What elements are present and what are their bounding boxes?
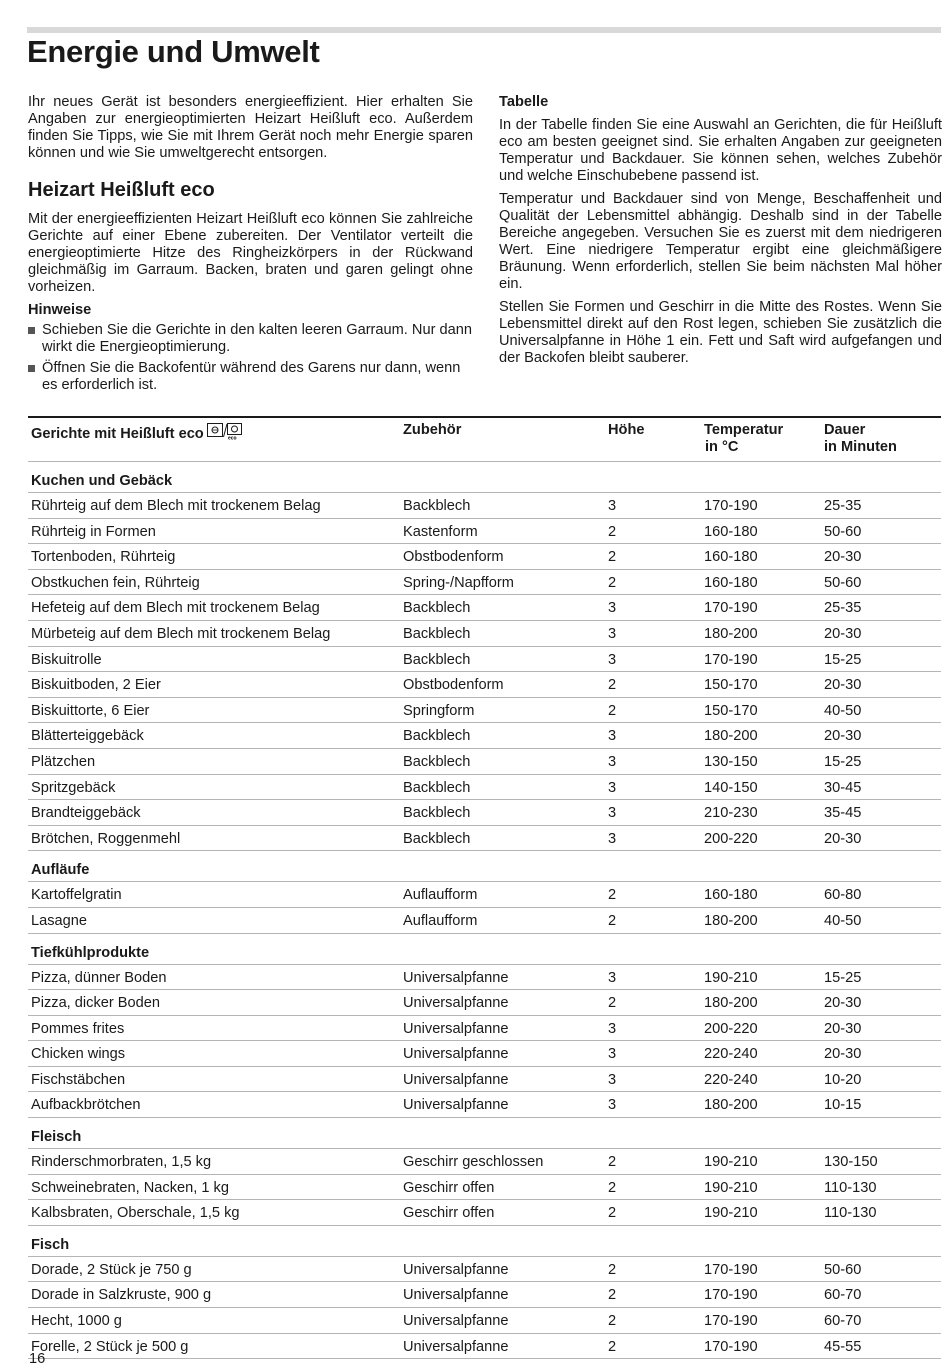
- cell-duration: 40-50: [824, 702, 862, 719]
- cell-duration: 30-45: [824, 779, 862, 796]
- table-row: [28, 493, 941, 519]
- square-bullet-icon: [28, 327, 35, 334]
- cell-level: 3: [608, 753, 617, 770]
- table-row: [28, 519, 941, 545]
- cell-level: 2: [608, 1338, 617, 1355]
- cell-dish: Lasagne: [31, 912, 87, 929]
- table-row: [28, 882, 941, 908]
- note-item: [28, 322, 473, 356]
- table-group-heading: [28, 462, 941, 493]
- cell-level: 3: [608, 625, 617, 642]
- note-text: Schieben Sie die Gerichte in den kalten leeren Garraum. Nur dann wirkt die Energieoptimierung.: [42, 322, 472, 355]
- cell-accessory: Backblech: [403, 498, 471, 514]
- top-rule: [27, 27, 941, 33]
- cell-duration: 20-30: [824, 995, 862, 1012]
- cell-accessory: Universalpfanne: [403, 995, 509, 1012]
- table-row: [28, 544, 941, 570]
- cell-accessory: Backblech: [403, 728, 471, 745]
- cell-dish: Forelle, 2 Stück je 500 g: [31, 1338, 189, 1355]
- cell-dish: Aufbackbrötchen: [31, 1097, 141, 1114]
- table-row: [28, 1092, 941, 1118]
- page-title: Energie und Umwelt: [27, 34, 320, 69]
- table-row: [28, 672, 941, 698]
- cell-accessory: Kastenform: [403, 523, 478, 540]
- cell-level: 3: [608, 830, 617, 847]
- cell-dish: Pizza, dünner Boden: [31, 969, 167, 986]
- cell-accessory: Universalpfanne: [403, 969, 509, 986]
- cell-accessory: Obstbodenform: [403, 677, 504, 694]
- cell-accessory: Universalpfanne: [403, 1261, 509, 1278]
- group-label: Tiefkühlprodukte: [31, 944, 150, 961]
- cell-level: 3: [608, 600, 617, 617]
- cell-dish: Kalbsbraten, Oberschale, 1,5 kg: [31, 1205, 240, 1222]
- table-row: [28, 1016, 941, 1042]
- notes-list: [28, 322, 473, 394]
- table-group-heading: [28, 934, 941, 965]
- eco-icon-label: eco: [227, 435, 237, 440]
- cell-duration: 15-25: [824, 753, 862, 770]
- table-row: [28, 908, 941, 934]
- page-number: 16: [29, 1351, 46, 1367]
- table-row: [28, 965, 941, 991]
- right-paragraph: Temperatur und Backdauer sind von Menge, Beschaffenheit und Qualität der Lebensmittel abhängig. Deshalb sind in der Tabelle Bereiche angegeben. Versuchen Sie es zuerst mit dem niedrigeren Wert. Eine niedrigere Temperatur ergibt eine gleichmäßigere Bräunung. Wenn erforderlich, stellen Sie beim nächsten Mal höher ein.: [499, 191, 942, 292]
- cell-accessory: Universalpfanne: [403, 1287, 509, 1304]
- cell-duration: 20-30: [824, 830, 862, 847]
- cell-accessory: Backblech: [403, 830, 471, 847]
- cell-accessory: Geschirr geschlossen: [403, 1154, 544, 1171]
- cell-accessory: Backblech: [403, 600, 471, 617]
- cell-dish: Dorade, 2 Stück je 750 g: [31, 1261, 192, 1278]
- cell-accessory: Geschirr offen: [403, 1205, 495, 1222]
- header-level: Höhe: [608, 422, 645, 438]
- cell-temperature: 160-180: [704, 523, 758, 540]
- cell-duration: 60-70: [824, 1313, 862, 1330]
- cell-temperature: 170-190: [704, 1313, 758, 1330]
- cell-dish: Rinderschmorbraten, 1,5 kg: [31, 1154, 212, 1171]
- header-duration: [824, 422, 897, 456]
- right-column: [499, 94, 942, 373]
- cooking-table: [28, 416, 941, 1359]
- cell-temperature: 160-180: [704, 574, 758, 591]
- table-row: [28, 647, 941, 673]
- cell-temperature: 190-210: [704, 1154, 758, 1171]
- cell-duration: 20-30: [824, 728, 862, 745]
- cell-level: 2: [608, 1261, 617, 1278]
- cell-duration: 15-25: [824, 969, 862, 986]
- table-row: [28, 775, 941, 801]
- cell-duration: 130-150: [824, 1154, 878, 1171]
- cell-accessory: Universalpfanne: [403, 1071, 509, 1088]
- cell-dish: Brötchen, Roggenmehl: [31, 830, 181, 847]
- cell-level: 2: [608, 1287, 617, 1304]
- cell-temperature: 160-180: [704, 887, 758, 904]
- cell-temperature: 130-150: [704, 753, 758, 770]
- cell-accessory: Backblech: [403, 805, 471, 822]
- cell-level: 3: [608, 1046, 617, 1063]
- cell-dish: Fischstäbchen: [31, 1071, 126, 1088]
- cell-dish: Kartoffelgratin: [31, 887, 122, 904]
- cell-temperature: 150-170: [704, 677, 758, 694]
- cell-level: 2: [608, 574, 617, 591]
- cell-level: 3: [608, 779, 617, 796]
- right-paragraph: Stellen Sie Formen und Geschirr in die Mitte des Rostes. Wenn Sie Lebensmittel direkt auf den Rost legen, schieben Sie zusätzlich die Universalpfanne in Höhe 1 ein. Fett und Saft wird aufgefangen und der Backofen bleibt sauberer.: [499, 299, 942, 366]
- cell-temperature: 220-240: [704, 1046, 758, 1063]
- cell-dish: Hefeteig auf dem Blech mit trockenem Belag: [31, 600, 320, 617]
- table-row: [28, 1334, 941, 1360]
- cell-duration: 110-130: [824, 1179, 877, 1196]
- table-row: [28, 990, 941, 1016]
- cell-accessory: Backblech: [403, 753, 471, 770]
- cell-dish: Plätzchen: [31, 753, 96, 770]
- cell-duration: 10-20: [824, 1071, 862, 1088]
- table-row: [28, 621, 941, 647]
- table-row: [28, 800, 941, 826]
- cell-duration: 15-25: [824, 651, 862, 668]
- table-row: [28, 1149, 941, 1175]
- cell-duration: 50-60: [824, 523, 862, 540]
- table-row: [28, 1308, 941, 1334]
- cell-level: 3: [608, 651, 617, 668]
- cell-level: 2: [608, 1313, 617, 1330]
- table-section-heading: Tabelle: [499, 94, 549, 110]
- cell-level: 3: [608, 969, 617, 986]
- cell-temperature: 190-210: [704, 1179, 758, 1196]
- table-row: [28, 570, 941, 596]
- table-group-heading: [28, 851, 941, 882]
- cell-level: 3: [608, 1097, 617, 1114]
- cell-level: 2: [608, 995, 617, 1012]
- cell-accessory: Springform: [403, 702, 475, 719]
- cell-dish: Schweinebraten, Nacken, 1 kg: [31, 1179, 229, 1196]
- cell-dish: Hecht, 1000 g: [31, 1313, 122, 1330]
- table-group-heading: [28, 1118, 941, 1149]
- cell-duration: 60-70: [824, 1287, 862, 1304]
- cell-temperature: 170-190: [704, 600, 758, 617]
- table-row: [28, 1175, 941, 1201]
- table-row: [28, 723, 941, 749]
- cell-temperature: 210-230: [704, 805, 758, 822]
- table-row: [28, 1282, 941, 1308]
- cell-level: 2: [608, 1154, 617, 1171]
- header-duration-line1: Dauer: [824, 422, 866, 438]
- cell-duration: 60-80: [824, 887, 862, 904]
- cell-temperature: 170-190: [704, 651, 758, 668]
- cell-accessory: Universalpfanne: [403, 1046, 509, 1063]
- cell-dish: Pommes frites: [31, 1020, 125, 1037]
- header-temperature-line1: Temperatur: [704, 422, 784, 438]
- cell-dish: Tortenboden, Rührteig: [31, 549, 176, 566]
- cell-accessory: Auflaufform: [403, 912, 478, 929]
- cell-dish: Blätterteiggebäck: [31, 728, 144, 745]
- cell-accessory: Backblech: [403, 779, 471, 796]
- cell-temperature: 200-220: [704, 1020, 758, 1037]
- group-label: Fisch: [31, 1236, 70, 1253]
- cell-temperature: 170-190: [704, 1287, 758, 1304]
- cell-duration: 20-30: [824, 677, 862, 694]
- cell-accessory: Auflaufform: [403, 887, 478, 904]
- cell-level: 2: [608, 1179, 617, 1196]
- table-group-heading: [28, 1226, 941, 1257]
- cell-temperature: 170-190: [704, 1338, 758, 1355]
- table-body: [28, 462, 941, 1359]
- header-accessory: Zubehör: [403, 422, 462, 438]
- cell-level: 2: [608, 1205, 617, 1222]
- cell-duration: 35-45: [824, 805, 862, 822]
- cell-temperature: 180-200: [704, 912, 758, 929]
- table-row: [28, 1041, 941, 1067]
- cell-dish: Biskuittorte, 6 Eier: [31, 702, 150, 719]
- cell-dish: Obstkuchen fein, Rührteig: [31, 574, 200, 591]
- cell-level: 3: [608, 498, 617, 514]
- cell-dish: Pizza, dicker Boden: [31, 995, 160, 1012]
- cell-temperature: 160-180: [704, 549, 758, 566]
- cell-duration: 20-30: [824, 625, 862, 642]
- cell-dish: Dorade in Salzkruste, 900 g: [31, 1287, 212, 1304]
- cell-accessory: Geschirr offen: [403, 1179, 495, 1196]
- table-row: [28, 749, 941, 775]
- cell-temperature: 180-200: [704, 995, 758, 1012]
- cell-level: 3: [608, 1020, 617, 1037]
- cell-accessory: Universalpfanne: [403, 1313, 509, 1330]
- table-row: [28, 698, 941, 724]
- cell-temperature: 220-240: [704, 1071, 758, 1088]
- cell-dish: Brandteiggebäck: [31, 805, 141, 822]
- cell-level: 2: [608, 887, 617, 904]
- cell-level: 2: [608, 912, 617, 929]
- intro-paragraph: Ihr neues Gerät ist besonders energieeffizient. Hier erhalten Sie Angaben zur energieoptimierten Heizart Heißluft eco. Außerdem finden Sie Tipps, wie Sie mit Ihrem Gerät noch mehr Energie sparen können und wie Sie umweltgerecht entsorgen.: [28, 94, 473, 161]
- cell-duration: 25-35: [824, 600, 862, 617]
- cell-temperature: 190-210: [704, 969, 758, 986]
- cell-temperature: 150-170: [704, 702, 758, 719]
- cell-accessory: Obstbodenform: [403, 549, 504, 566]
- cell-duration: 110-130: [824, 1205, 877, 1222]
- note-item: [28, 360, 473, 394]
- table-row: [28, 1067, 941, 1093]
- header-dish-label: Gerichte mit Heißluft eco: [31, 426, 204, 442]
- cell-level: 2: [608, 702, 617, 719]
- header-temperature-line2: in °C: [705, 439, 739, 455]
- cell-temperature: 180-200: [704, 625, 758, 642]
- note-text: Öffnen Sie die Backofentür während des Garens nur dann, wenn es erforderlich ist.: [42, 360, 461, 393]
- cell-level: 2: [608, 523, 617, 540]
- cell-temperature: 190-210: [704, 1205, 758, 1222]
- right-paragraph: In der Tabelle finden Sie eine Auswahl an Gerichten, die für Heißluft eco am besten geeignet sind. Sie erhalten Angaben zur geeigneten Temperatur und Backdauer. Sie können sehen, welches Zubehör und welche Einschubebene passend ist.: [499, 117, 942, 184]
- cell-accessory: Backblech: [403, 651, 471, 668]
- cell-accessory: Universalpfanne: [403, 1020, 509, 1037]
- left-column: [28, 94, 473, 398]
- header-dish: [31, 422, 243, 445]
- cell-temperature: 180-200: [704, 1097, 758, 1114]
- cell-dish: Chicken wings: [31, 1046, 126, 1063]
- cell-duration: 20-30: [824, 1046, 862, 1063]
- cell-duration: 25-35: [824, 498, 862, 514]
- table-row: [28, 1257, 941, 1283]
- cell-accessory: Universalpfanne: [403, 1097, 509, 1114]
- square-bullet-icon: [28, 365, 35, 372]
- cell-duration: 50-60: [824, 574, 862, 591]
- cell-dish: Rührteig auf dem Blech mit trockenem Belag: [31, 498, 321, 514]
- notes-heading: Hinweise: [28, 302, 92, 318]
- cell-level: 3: [608, 805, 617, 822]
- table-row: [28, 1200, 941, 1226]
- header-temperature: [704, 422, 783, 456]
- cell-level: 3: [608, 728, 617, 745]
- cell-duration: 40-50: [824, 912, 862, 929]
- cell-dish: Mürbeteig auf dem Blech mit trockenem Belag: [31, 625, 331, 642]
- table-header: [28, 416, 941, 462]
- cell-dish: Spritzgebäck: [31, 779, 116, 796]
- group-label: Aufläufe: [31, 862, 90, 879]
- cell-dish: Biskuitrolle: [31, 651, 102, 668]
- cell-temperature: 170-190: [704, 1261, 758, 1278]
- cell-temperature: 180-200: [704, 728, 758, 745]
- cell-accessory: Spring-/Napfform: [403, 574, 514, 591]
- table-row: [28, 826, 941, 852]
- cell-duration: 10-15: [824, 1097, 862, 1114]
- cell-duration: 20-30: [824, 549, 862, 566]
- cell-dish: Biskuitboden, 2 Eier: [31, 677, 161, 694]
- cell-level: 3: [608, 1071, 617, 1088]
- group-label: Fleisch: [31, 1129, 82, 1146]
- cell-temperature: 170-190: [704, 498, 758, 514]
- cell-duration: 20-30: [824, 1020, 862, 1037]
- cell-dish: Rührteig in Formen: [31, 523, 156, 540]
- cell-accessory: Backblech: [403, 625, 471, 642]
- cell-level: 2: [608, 677, 617, 694]
- cell-duration: 50-60: [824, 1261, 862, 1278]
- section-heading: Heizart Heißluft eco: [28, 179, 215, 201]
- cell-level: 2: [608, 549, 617, 566]
- cell-temperature: 200-220: [704, 830, 758, 847]
- header-duration-line2: in Minuten: [824, 439, 897, 455]
- table-row: [28, 595, 941, 621]
- cell-accessory: Universalpfanne: [403, 1338, 509, 1355]
- cell-duration: 45-55: [824, 1338, 862, 1355]
- section-paragraph: Mit der energieeffizienten Heizart Heißluft eco können Sie zahlreiche Gerichte auf einer Ebene zubereiten. Der Ventilator verteilt die energieoptimierte Hitze des Ringheizkörpers in der Rückwand gleichmäßig im Garraum. Backen, braten und garen gelingt ohne vorheizen.: [28, 211, 473, 295]
- group-label: Kuchen und Gebäck: [31, 473, 173, 489]
- cell-temperature: 140-150: [704, 779, 758, 796]
- hot-air-eco-icon: [207, 422, 243, 445]
